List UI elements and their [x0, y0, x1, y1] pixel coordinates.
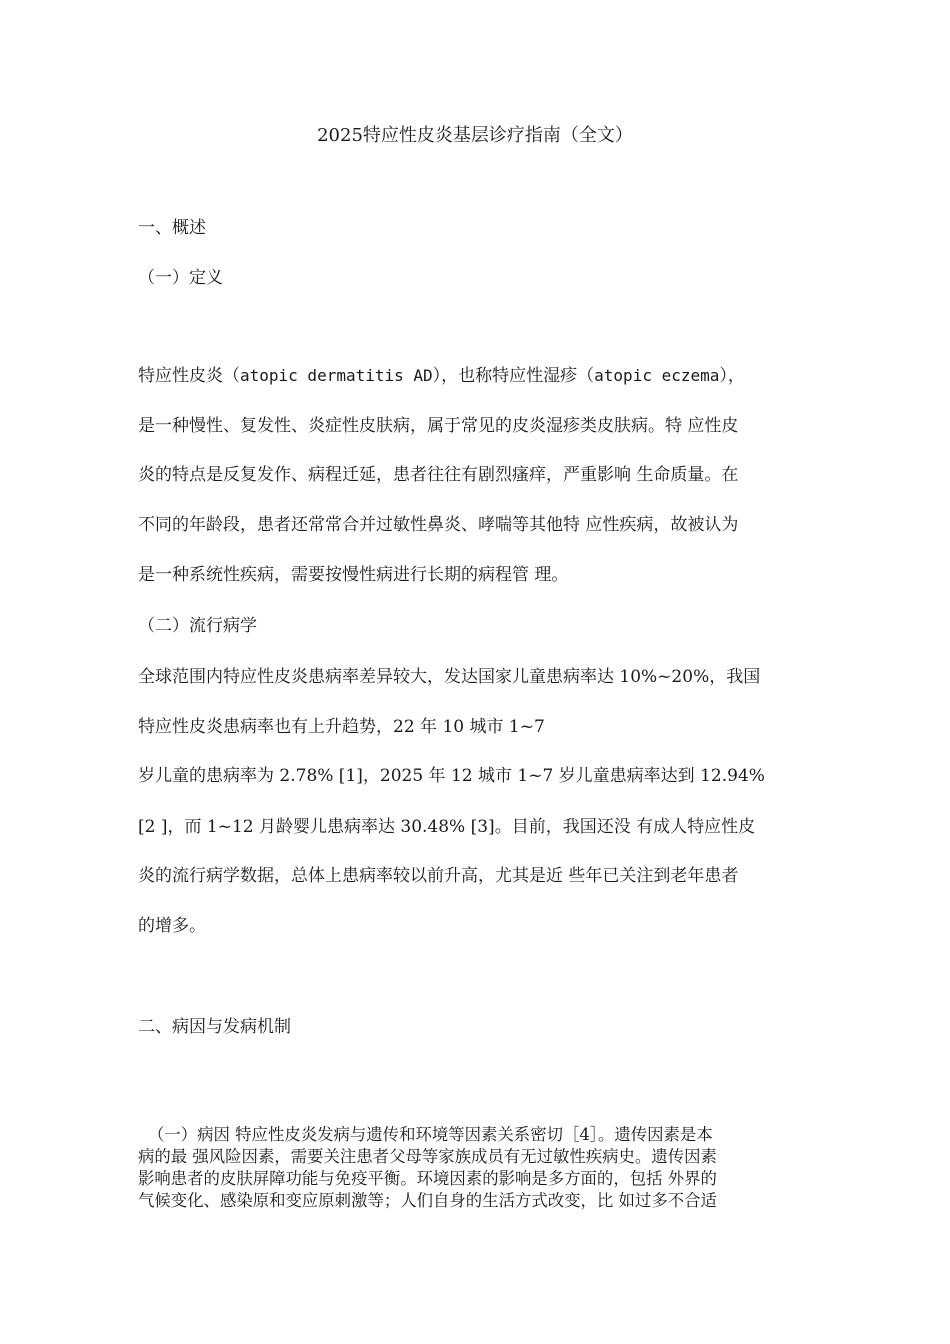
paragraph-line: [2 ]，而 1~12 月龄婴儿患病率达 30.48% [3]。目前，我国还没 有成人特应性皮 [138, 817, 756, 837]
paragraph-line: 的增多。 [138, 916, 206, 936]
paragraph-line: 病的最 强风险因素，需要关注患者父母等家族成员有无过敏性疾病史。遗传因素 [138, 1147, 717, 1166]
paragraph-line: （一）病因 特应性皮炎发病与遗传和环境等因素关系密切［4］。遗传因素是本 [148, 1125, 713, 1144]
subsection-heading-definition: （一）定义 [138, 268, 223, 288]
paragraph-line: 是一种系统性疾病，需要按慢性病进行长期的病程管 理。 [138, 565, 569, 585]
subsection-heading-epidemiology: （二）流行病学 [138, 616, 257, 636]
paragraph-line: 不同的年龄段，患者还常常合并过敏性鼻炎、哮喘等其他特 应性疾病，故被认为 [138, 515, 739, 535]
paragraph-line: 炎的特点是反复发作、病程迁延，患者往往有剧烈瘙痒，严重影响 生命质量。在 [138, 465, 739, 485]
section-heading-overview: 一、概述 [138, 218, 206, 238]
document-title: 2025特应性皮炎基层诊疗指南（全文） [317, 125, 633, 146]
paragraph-line: 气候变化、感染原和变应原刺激等；人们自身的生活方式改变，比 如过多不合适 [138, 1191, 717, 1210]
paragraph-line: 是一种慢性、复发性、炎症性皮肤病，属于常见的皮炎湿疹类皮肤病。特 应性皮 [138, 416, 739, 436]
paragraph-line: 全球范围内特应性皮炎患病率差异较大，发达国家儿童患病率达 10%~20%，我国 [138, 667, 761, 687]
paragraph-line: 特应性皮炎患病率也有上升趋势，22 年 10 城市 1~7 [138, 717, 545, 737]
paragraph-line: 炎的流行病学数据，总体上患病率较以前升高，尤其是近 些年已关注到老年患者 [138, 866, 739, 886]
section-heading-etiology: 二、病因与发病机制 [138, 1017, 291, 1037]
paragraph-line: 影响患者的皮肤屏障功能与免疫平衡。环境因素的影响是多方面的，包括 外界的 [138, 1169, 717, 1188]
paragraph-line: 岁儿童的患病率为 2.78% [1]，2025 年 12 城市 1~7 岁儿童患病率达到 12.94% [138, 766, 765, 786]
paragraph-line: 特应性皮炎（atopic dermatitis AD），也称特应性湿疹（atopic eczema）， [138, 366, 745, 386]
